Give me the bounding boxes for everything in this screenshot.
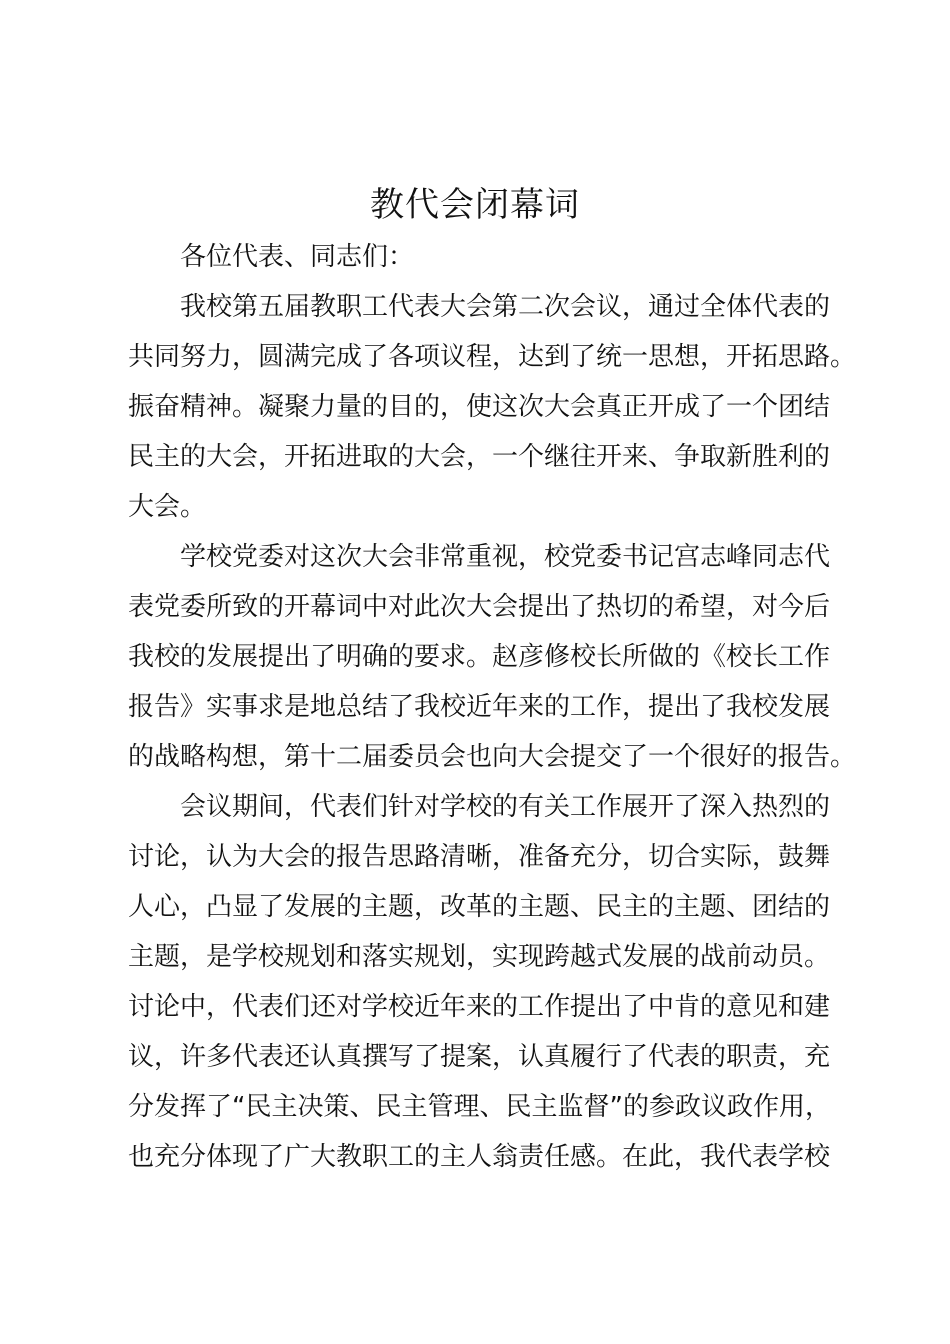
- paragraph-line: 我校第五届教职工代表大会第二次会议，通过全体代表的: [180, 292, 831, 322]
- document-title: 教代会闭幕词: [370, 185, 580, 225]
- paragraph-line: 报告》实事求是地总结了我校近年来的工作，提出了我校发展: [128, 692, 831, 722]
- paragraph-line: 讨论，认为大会的报告思路清晰，准备充分，切合实际，鼓舞: [128, 842, 831, 872]
- paragraph-line: 人心，凸显了发展的主题，改革的主题、民主的主题、团结的: [128, 892, 831, 922]
- paragraph-line: 共同努力，圆满完成了各项议程，达到了统一思想，开拓思路。: [128, 342, 857, 372]
- paragraph-line: 表党委所致的开幕词中对此次大会提出了热切的希望，对今后: [128, 592, 831, 622]
- paragraph-line: 会议期间，代表们针对学校的有关工作展开了深入热烈的: [180, 792, 831, 822]
- document-body: [128, 232, 860, 1182]
- paragraph-line: 讨论中，代表们还对学校近年来的工作提出了中肯的意见和建: [128, 992, 831, 1022]
- paragraph-line: 的战略构想，第十二届委员会也向大会提交了一个很好的报告。: [128, 742, 857, 772]
- paragraph-line: 主题，是学校规划和落实规划，实现跨越式发展的战前动员。: [128, 942, 831, 972]
- salutation-line: 各位代表、同志们：: [180, 242, 415, 272]
- paragraph-line: 振奋精神。凝聚力量的目的，使这次大会真正开成了一个团结: [128, 392, 831, 422]
- paragraph-line: 议，许多代表还认真撰写了提案，认真履行了代表的职责，充: [128, 1042, 831, 1072]
- paragraph-line: 学校党委对这次大会非常重视，校党委书记宫志峰同志代: [180, 542, 831, 572]
- paragraph-line: 分发挥了“民主决策、民主管理、民主监督”的参政议政作用，: [128, 1092, 831, 1122]
- paragraph-line: 民主的大会，开拓进取的大会，一个继往开来、争取新胜利的: [128, 442, 831, 472]
- paragraph-line: 大会。: [128, 492, 207, 522]
- paragraph-line: 也充分体现了广大教职工的主人翁责任感。在此，我代表学校: [128, 1142, 831, 1172]
- paragraph-line: 我校的发展提出了明确的要求。赵彦修校长所做的《校长工作: [128, 642, 831, 672]
